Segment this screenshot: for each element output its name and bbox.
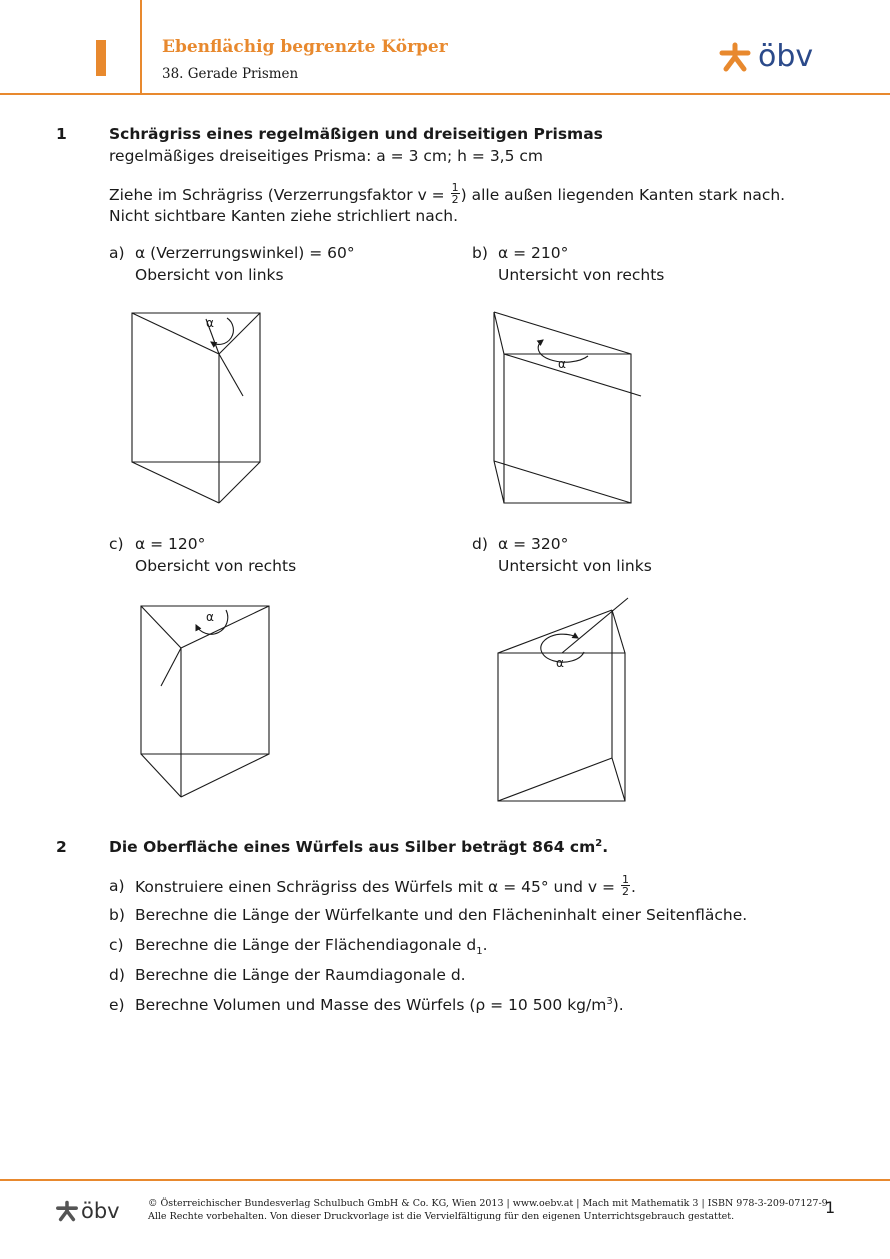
logo-text: öbv <box>758 39 814 74</box>
task2-item-e-end: ). <box>612 996 624 1014</box>
header-divider-vertical <box>140 0 142 94</box>
task2-title-text: Die Oberfläche eines Würfels aus Silber beträgt 864 cm <box>109 838 596 856</box>
diagram-d-prism <box>498 598 628 801</box>
task2-item-d: Berechne die Länge der Raumdiagonale d. <box>135 966 466 984</box>
alpha-label-d: α <box>556 656 564 670</box>
section-subtitle: 38. Gerade Prismen <box>162 66 299 82</box>
fraction-one-half <box>451 182 460 205</box>
task2-item-a-end: . <box>630 878 636 896</box>
task2-item-e-sup: 3 <box>606 996 613 1007</box>
part-c-view: Obersicht von rechts <box>135 557 297 575</box>
task2-item-b: Berechne die Länge der Würfelkante und den Flächeninhalt einer Seitenfläche. <box>135 906 748 924</box>
star-logo-icon <box>718 40 752 74</box>
page-number: 1 <box>825 1198 836 1217</box>
fraction-numerator-2: 1 <box>621 873 629 886</box>
part-b-view: Untersicht von rechts <box>498 266 665 284</box>
diagram-c-prism <box>141 606 269 797</box>
diagram-a-prism <box>132 313 260 503</box>
footer-logo-text: öbv <box>81 1199 120 1223</box>
part-c-letter: c) <box>109 535 124 553</box>
fraction-denominator-2: 2 <box>621 885 629 898</box>
task2-item-c-text: Berechne die Länge der Flächendiagonale d <box>135 936 477 954</box>
header-divider <box>0 93 890 95</box>
footer-rights: Alle Rechte vorbehalten. Von dieser Druckvorlage ist die Vervielfältigung für den eigenen Unterrichtsgebrauch gestattet. <box>148 1211 735 1222</box>
task1-given: regelmäßiges dreiseitiges Prisma: a = 3 cm; h = 3,5 cm <box>109 147 544 165</box>
alpha-label-a: α <box>206 316 214 330</box>
task2-title-end: . <box>602 838 609 856</box>
footer-copyright: © Österreichischer Bundesverlag Schulbuch GmbH & Co. KG, Wien 2013 | www.oebv.at | Mach mit Mathematik 3 | ISBN 978-3-209-07127-9 <box>148 1198 828 1209</box>
chapter-title: Ebenflächig begrenzte Körper <box>162 37 448 57</box>
header-logo <box>718 40 828 74</box>
task2-title-sup: 2 <box>595 838 603 849</box>
task1-number: 1 <box>56 125 67 143</box>
task2-item-a <box>135 873 636 899</box>
task2-item-e-text: Berechne Volumen und Masse des Würfels (ρ = 10 500 kg/m <box>135 996 607 1014</box>
task2-title <box>109 837 608 857</box>
footer-star-logo-icon <box>55 1199 79 1223</box>
part-b-angle: α = 210° <box>498 244 569 262</box>
task2-item-c-letter: c) <box>109 936 124 954</box>
task2-number: 2 <box>56 838 67 856</box>
diagram-b-prism <box>494 312 641 503</box>
task1-title: Schrägriss eines regelmäßigen und dreiseitigen Prismas <box>109 125 603 143</box>
part-d-view: Untersicht von links <box>498 557 652 575</box>
task2-item-d-letter: d) <box>109 966 125 984</box>
part-a-angle: α (Verzerrungswinkel) = 60° <box>135 244 355 262</box>
footer-logo <box>55 1198 135 1224</box>
fraction-denominator: 2 <box>451 193 459 206</box>
task2-item-b-letter: b) <box>109 906 125 924</box>
task2-item-c-end: . <box>482 936 488 954</box>
task2-item-a-text: Konstruiere einen Schrägriss des Würfels mit α = 45° und v = <box>135 878 620 896</box>
task2-item-a-letter: a) <box>109 877 125 895</box>
task1-instruction-text: Ziehe im Schrägriss (Verzerrungsfaktor v = <box>109 186 450 204</box>
chapter-marker <box>96 40 106 76</box>
task1-instruction-text-end: ) alle außen liegenden Kanten stark nach. <box>460 186 786 204</box>
alpha-label-b: α <box>558 357 566 371</box>
task1-instruction-line2: Nicht sichtbare Kanten ziehe strichliert nach. <box>109 207 459 225</box>
task2-item-c <box>135 935 488 955</box>
part-a-view: Obersicht von links <box>135 266 284 284</box>
part-d-angle: α = 320° <box>498 535 569 553</box>
fraction-numerator: 1 <box>451 181 459 194</box>
task1-instruction <box>109 181 786 207</box>
part-c-angle: α = 120° <box>135 535 206 553</box>
footer-divider <box>0 1179 890 1181</box>
part-a-letter: a) <box>109 244 125 262</box>
task2-item-e-letter: e) <box>109 996 125 1014</box>
fraction-one-half-2 <box>621 874 630 897</box>
part-b-letter: b) <box>472 244 488 262</box>
task2-item-c-sub: 1 <box>476 946 483 957</box>
alpha-label-c: α <box>206 610 214 624</box>
task2-item-e <box>135 995 624 1015</box>
part-d-letter: d) <box>472 535 488 553</box>
